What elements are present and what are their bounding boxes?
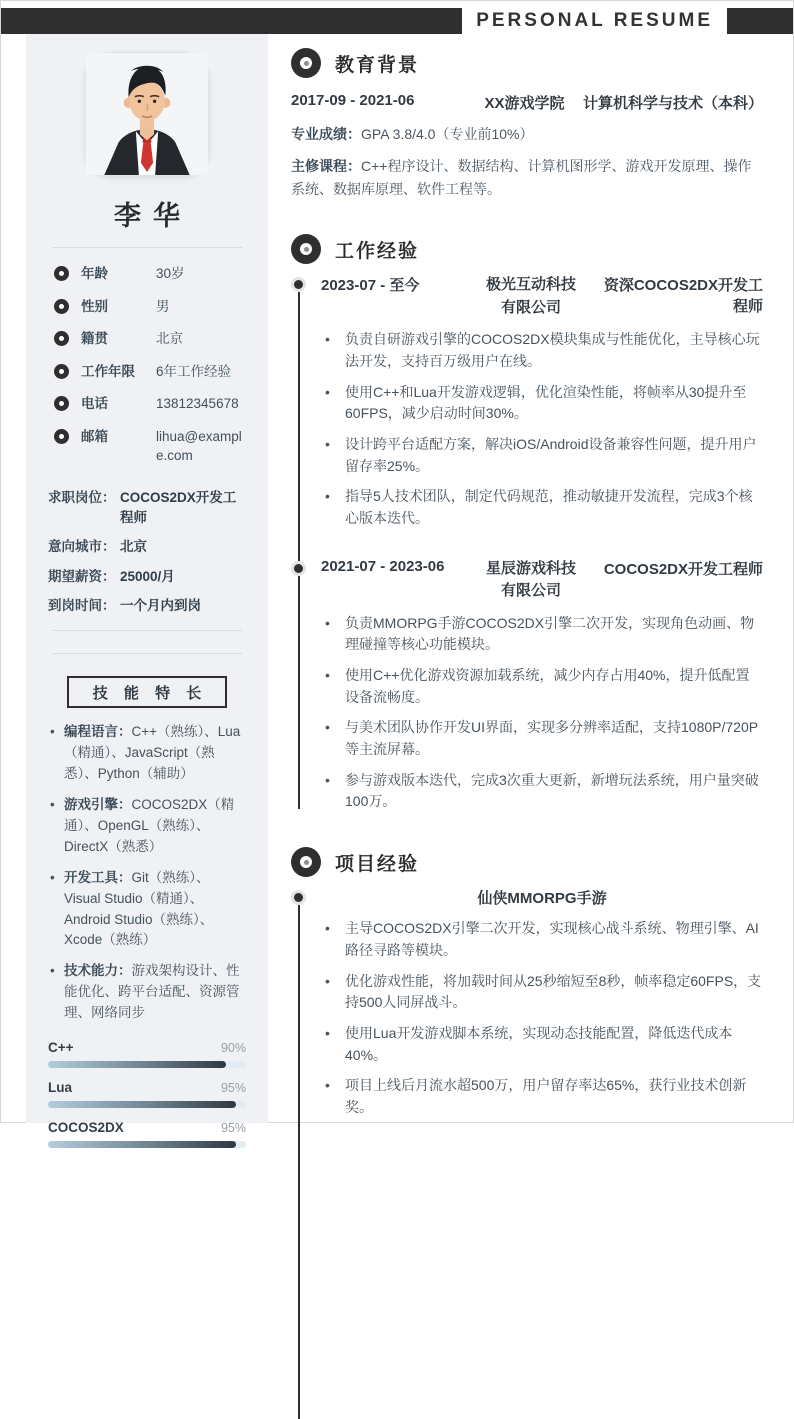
job-bullet: • 使用C++优化游戏资源加载系统，减少内存占用40%，提升低配置设备流畅度。: [321, 665, 763, 708]
skill-item-engines: [48, 795, 246, 858]
dot-icon: [54, 396, 69, 411]
section-title: 工作经验: [335, 240, 420, 262]
job-intent-list: [48, 488, 246, 616]
timeline-dot-icon: [291, 561, 306, 576]
dot-icon: [54, 364, 69, 379]
section-dot-icon: [291, 234, 321, 264]
education-courses-line: [291, 155, 763, 200]
job-bullet: • 负责MMORPG手游COCOS2DX引擎二次开发，实现角色动画、物理碰撞等核心功能模块。: [321, 613, 763, 656]
intent-label: 意向城市：: [48, 539, 116, 555]
education-period: 2017-09 - 2021-06: [291, 92, 415, 109]
info-label: 年龄: [81, 266, 108, 281]
info-value: 6年工作经验: [156, 363, 232, 379]
intent-value: 一个月内到岗: [120, 597, 201, 613]
intent-row-target-job: [48, 488, 246, 529]
project-name: 仙侠MMORPG手游: [477, 890, 607, 908]
info-value: 北京: [156, 331, 183, 347]
info-row-phone: [48, 394, 246, 414]
gpa-label: 专业成绩：: [291, 126, 361, 142]
dot-icon: [54, 266, 69, 281]
skill-bar-lua: [48, 1080, 246, 1108]
section-education: [291, 48, 763, 200]
intent-value: COCOS2DX开发工程师: [120, 489, 237, 526]
intent-label: 求职岗位：: [48, 489, 116, 505]
skill-bar-percent: 90%: [220, 1041, 246, 1056]
section-title: 项目经验: [335, 853, 420, 875]
skill-bar-name: Lua: [48, 1080, 73, 1096]
timeline-dot-icon: [291, 277, 306, 292]
avatar-illustration: [86, 53, 208, 175]
info-label: 工作年限: [81, 363, 135, 379]
skill-item-languages: [48, 722, 246, 785]
intent-value: 北京: [120, 539, 147, 555]
dot-icon: [54, 299, 69, 314]
skill-bar-fill: [48, 1101, 236, 1108]
timeline-rail: [298, 576, 300, 810]
dot-icon: [54, 429, 69, 444]
skills-list: [48, 722, 246, 1024]
skill-bar-track: [48, 1101, 246, 1108]
skill-bar-name: COCOS2DX: [48, 1120, 124, 1136]
skill-bar-cocos2dx: [48, 1120, 246, 1148]
banner-bar-left: [1, 8, 462, 34]
skill-text: 游戏架构设计、性能优化、跨平台适配、资源管理、网络同步: [64, 963, 240, 1021]
job-bullet: • 负责自研游戏引擎的COCOS2DX模块集成与性能优化，主导核心玩法开发，支持百万级用户在线。: [321, 329, 763, 372]
intent-row-availability: [48, 596, 246, 616]
work-entry: [291, 558, 763, 814]
info-label: 电话: [81, 396, 108, 412]
project-bullet: • 项目上线后月流水超500万，用户留存率达65%，获行业技术创新奖。: [321, 1075, 763, 1118]
section-dot-icon: [291, 847, 321, 877]
skill-label: 游戏引擎：: [64, 796, 132, 812]
dot-icon: [54, 331, 69, 346]
job-period: 2023-07 - 至今: [321, 277, 420, 295]
skill-bar-percent: 95%: [220, 1121, 246, 1136]
skill-label: 技术能力：: [64, 963, 132, 979]
info-value: 30岁: [156, 266, 185, 281]
skill-text: COCOS2DX（精通）、OpenGL（熟练）、DirectX（熟悉）: [64, 796, 235, 854]
personal-info-list: [48, 264, 246, 466]
skill-bars: [48, 1040, 246, 1148]
info-row-email: [48, 427, 246, 466]
skill-bar-track: [48, 1061, 246, 1068]
skill-bar-percent: 95%: [220, 1081, 246, 1096]
job-period: 2021-07 - 2023-06: [321, 557, 445, 575]
info-row-age: [48, 264, 246, 284]
timeline-rail: [298, 292, 300, 561]
info-label: 邮箱: [81, 428, 108, 444]
gpa-value: GPA 3.8/4.0（专业前10%）: [361, 126, 534, 142]
job-bullet: • 参与游戏版本迭代，完成3次重大更新，新增玩法系统，用户量突破100万。: [321, 770, 763, 813]
section-title: 教育背景: [335, 54, 420, 76]
skills-title-box: 技 能 特 长: [67, 676, 227, 708]
skill-label: 编程语言：: [64, 724, 132, 740]
courses-value: C++程序设计、数据结构、计算机图形学、游戏开发原理、操作系统、数据库原理、软件工程等。: [291, 158, 752, 197]
info-value: 男: [156, 298, 170, 314]
timeline-rail: [298, 905, 300, 1419]
info-label: 性别: [81, 298, 108, 314]
banner-bar-right: [727, 8, 793, 34]
job-bullet: • 与美术团队协作开发UI界面，实现多分辨率适配，支持1080P/720P等主流屏幕。: [321, 717, 763, 760]
job-position: 资深COCOS2DX开发工程师: [603, 277, 763, 316]
education-major: 计算机科学与技术（本科）: [582, 95, 763, 112]
skill-bar-name: C++: [48, 1040, 74, 1056]
skill-text: C++（熟练）、Lua（精通）、JavaScript（熟悉）、Python（辅助）: [64, 724, 241, 782]
timeline-dot-icon: [291, 890, 306, 905]
info-row-hometown: [48, 329, 246, 349]
project-bullet: • 优化游戏性能，将加载时间从25秒缩短至8秒，帧率稳定60FPS，支持500人同屏战斗。: [321, 971, 763, 1014]
project-bullet: • 使用Lua开发游戏脚本系统，实现动态技能配置，降低迭代成本40%。: [321, 1023, 763, 1066]
intent-label: 到岗时间：: [48, 597, 116, 613]
intent-row-salary: [48, 567, 246, 587]
section-dot-icon: [291, 48, 321, 78]
skill-item-abilities: [48, 961, 246, 1024]
work-entry: [291, 274, 763, 530]
intent-label: 期望薪资：: [48, 568, 116, 584]
sidebar-divider: [52, 247, 242, 248]
skill-label: 开发工具：: [64, 869, 132, 885]
skill-bar-track: [48, 1141, 246, 1148]
top-banner: [1, 8, 793, 34]
education-gpa-line: [291, 123, 763, 145]
sidebar-divider: [52, 653, 242, 654]
education-school: XX游戏学院: [484, 95, 565, 112]
skill-bar-fill: [48, 1061, 226, 1068]
intent-value: 25000/月: [120, 568, 175, 584]
info-value: lihua@example.com: [156, 428, 242, 464]
job-company: 极光互动科技有限公司: [485, 276, 576, 316]
info-label: 籍贯: [81, 331, 108, 347]
education-entry: [291, 92, 763, 113]
banner-title: PERSONAL RESUME: [476, 10, 713, 31]
job-bullet: • 使用C++和Lua开发游戏逻辑，优化渲染性能，将帧率从30提升至60FPS，减少启动时间30%。: [321, 382, 763, 425]
main-content: [268, 34, 793, 1123]
project-entry: [291, 887, 763, 1119]
job-position: COCOS2DX开发工程师: [603, 560, 763, 578]
skill-item-tools: [48, 868, 246, 952]
sidebar-divider: [52, 630, 242, 631]
person-name: 李华: [114, 201, 192, 231]
info-row-gender: [48, 297, 246, 317]
job-bullet: • 指导5人技术团队，制定代码规范，推动敏捷开发流程，完成3个核心版本迭代。: [321, 486, 763, 529]
skill-bar-fill: [48, 1141, 236, 1148]
courses-label: 主修课程：: [291, 158, 361, 175]
avatar-photo: [85, 52, 209, 176]
section-projects: [291, 847, 763, 1119]
info-value: 13812345678: [156, 396, 239, 412]
section-work: [291, 234, 763, 813]
sidebar: [26, 34, 268, 1136]
info-row-experience: [48, 362, 246, 382]
skill-text: Git（熟练）、Visual Studio（精通）、Android Studio（熟练）、Xcode（熟练）: [64, 869, 214, 948]
intent-row-target-city: [48, 537, 246, 557]
job-company: 星辰游戏科技有限公司: [485, 559, 576, 600]
skill-bar-cpp: [48, 1040, 246, 1068]
job-bullet: • 设计跨平台适配方案，解决iOS/Android设备兼容性问题，提升用户留存率25%。: [321, 434, 763, 477]
project-bullet: • 主导COCOS2DX引擎二次开发，实现核心战斗系统、物理引擎、AI路径寻路等模块。: [321, 918, 763, 961]
